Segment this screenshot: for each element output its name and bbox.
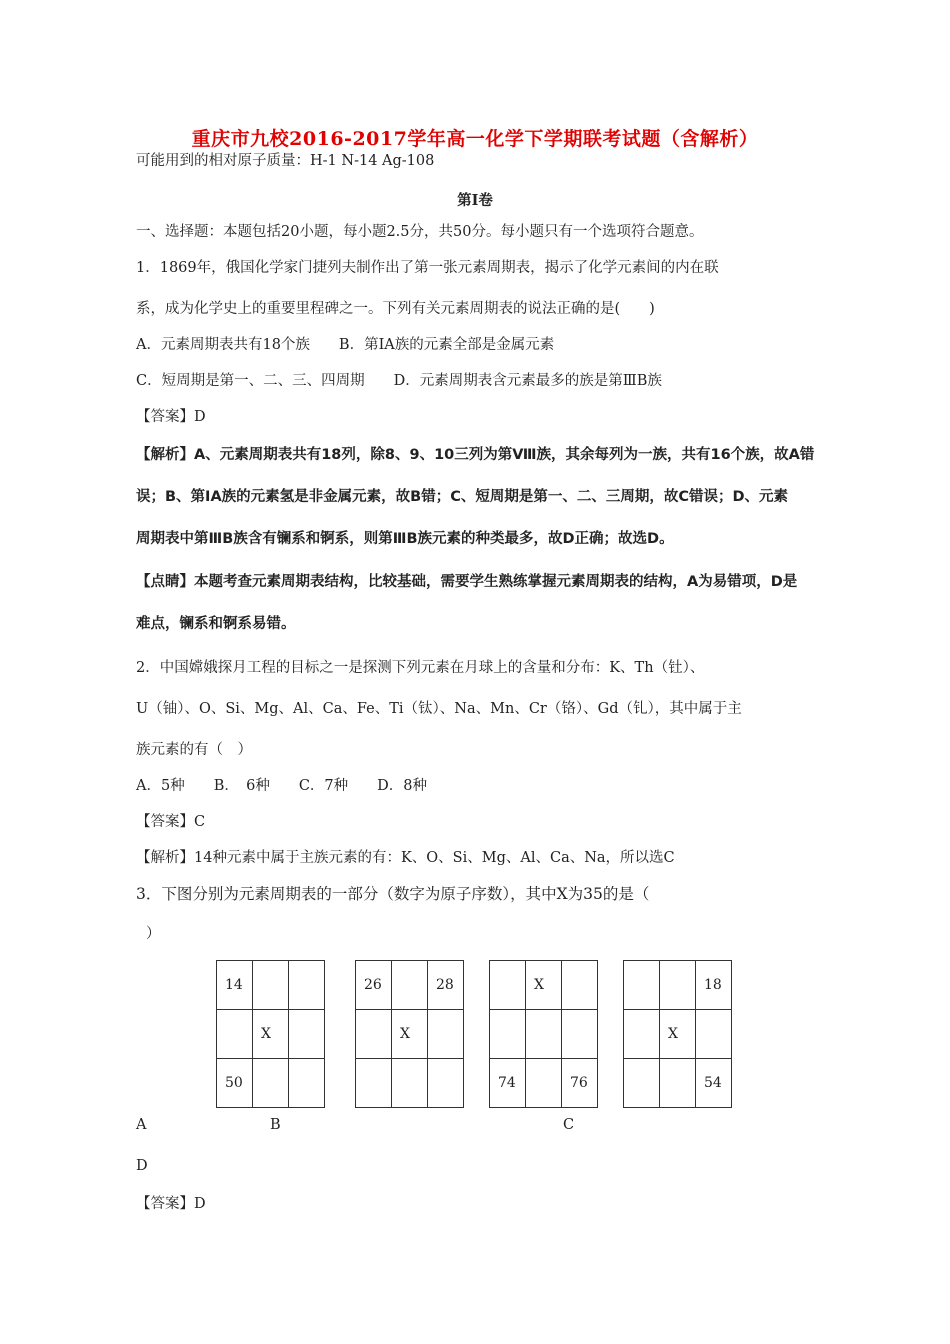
q1-analysis-line2: 误；B、第ⅠA族的元素氢是非金属元素，故B错；C、短周期是第一、二、三周期，故C错误；D、元素 xyxy=(136,489,789,505)
grid-cell xyxy=(696,1010,732,1059)
grid-cell xyxy=(428,1059,464,1108)
grid-cell xyxy=(526,1059,562,1108)
q1-analysis-line3: 周期表中第ⅢB族含有镧系和锕系，则第ⅢB族元素的种类最多，故D正确；故选D。 xyxy=(136,531,674,547)
q2-stem-line2: U（铀）、O、Si、Mg、Al、Ca、Fe、Ti（钛）、Na、Mn、Cr（铬）、Gd（钆），其中属于主 xyxy=(136,701,742,717)
grid-row xyxy=(217,1059,325,1108)
q2-answer: 【答案】C xyxy=(136,814,206,830)
grid-row xyxy=(356,961,464,1010)
grid-row xyxy=(490,961,598,1010)
grid-cell: X xyxy=(660,1010,696,1059)
grid-cell: 76 xyxy=(562,1059,598,1108)
option-b-label: B xyxy=(270,1117,281,1133)
atomic-masses-line: 可能用到的相对原子质量：H-1 N-14 Ag-108 xyxy=(136,153,435,169)
grid-cell xyxy=(562,1010,598,1059)
q3-stem-line1: 3．下图分别为元素周期表的一部分（数字为原子序数），其中X为35的是（ xyxy=(136,885,650,903)
option-a-label: A xyxy=(136,1117,147,1133)
q1-analysis-line1: 【解析】A、元素周期表共有18列，除8、9、10三列为第Ⅷ族，其余每列为一族，共有16个族，故A错 xyxy=(136,447,815,463)
grid-cell xyxy=(562,961,598,1010)
q1-comment-line2: 难点，镧系和锕系易错。 xyxy=(136,616,296,632)
q1-comment-line1: 【点睛】本题考查元素周期表结构，比较基础，需要学生熟练掌握元素周期表的结构，A为易错项，D是 xyxy=(136,574,798,590)
grid-cell xyxy=(289,1059,325,1108)
grid-row xyxy=(356,1010,464,1059)
grid-row xyxy=(490,1059,598,1108)
q2-stem-line3: 族元素的有（ ） xyxy=(136,742,252,758)
grid-row xyxy=(356,1059,464,1108)
grid-cell: 74 xyxy=(490,1059,526,1108)
grid-cell xyxy=(253,961,289,1010)
grid-b xyxy=(355,960,464,1108)
q1-stem-line1: 1．1869年，俄国化学家门捷列夫制作出了第一张元素周期表，揭示了化学元素间的内在联 xyxy=(136,260,719,276)
grid-cell xyxy=(253,1059,289,1108)
grid-cell: X xyxy=(526,961,562,1010)
option-c-label: C xyxy=(563,1117,575,1133)
grid-cell xyxy=(624,961,660,1010)
page-title: 重庆市九校2016-2017学年高一化学下学期联考试题（含解析） xyxy=(191,128,759,150)
grid-row xyxy=(624,961,732,1010)
grid-d xyxy=(623,960,732,1108)
grid-cell xyxy=(289,961,325,1010)
grid-cell: 18 xyxy=(696,961,732,1010)
grid-cell: 14 xyxy=(217,961,253,1010)
grid-cell xyxy=(289,1010,325,1059)
grid-cell xyxy=(428,1010,464,1059)
option-d-label: D xyxy=(136,1158,148,1174)
volume-heading: 第Ⅰ卷 xyxy=(457,192,493,209)
q3-stem-line2: ） xyxy=(146,926,161,942)
grid-cell: 50 xyxy=(217,1059,253,1108)
grid-a xyxy=(216,960,325,1108)
q1-options-line2: C．短周期是第一、二、三、四周期 D．元素周期表含元素最多的族是第ⅢB族 xyxy=(136,373,662,389)
grid-cell xyxy=(624,1010,660,1059)
grid-cell xyxy=(490,961,526,1010)
q3-answer: 【答案】D xyxy=(136,1196,206,1212)
grid-cell: 54 xyxy=(696,1059,732,1108)
grid-cell: X xyxy=(392,1010,428,1059)
grid-cell xyxy=(356,1059,392,1108)
grid-cell: 26 xyxy=(356,961,392,1010)
grid-c xyxy=(489,960,598,1108)
grid-cell xyxy=(392,961,428,1010)
q2-stem-line1: 2．中国嫦娥探月工程的目标之一是探测下列元素在月球上的含量和分布：K、Th（钍）、 xyxy=(136,660,705,676)
grid-cell xyxy=(217,1010,253,1059)
q1-answer: 【答案】D xyxy=(136,409,206,425)
grid-cell xyxy=(660,1059,696,1108)
grid-cell xyxy=(356,1010,392,1059)
grid-cell xyxy=(526,1010,562,1059)
grid-cell xyxy=(392,1059,428,1108)
grid-row xyxy=(624,1010,732,1059)
grid-row xyxy=(217,1010,325,1059)
q1-options-line1: A．元素周期表共有18个族 B．第ⅠA族的元素全部是金属元素 xyxy=(136,337,555,353)
section-intro: 一、选择题：本题包括20小题，每小题2.5分，共50分。每小题只有一个选项符合题意。 xyxy=(136,224,704,240)
q2-analysis: 【解析】14种元素中属于主族元素的有：K、O、Si、Mg、Al、Ca、Na，所以选C xyxy=(136,850,675,866)
grid-row xyxy=(490,1010,598,1059)
grid-cell xyxy=(660,961,696,1010)
grid-cell xyxy=(490,1010,526,1059)
grid-row xyxy=(217,961,325,1010)
q1-stem-line2: 系，成为化学史上的重要里程碑之一。下列有关元素周期表的说法正确的是( ) xyxy=(136,301,655,317)
grid-cell: X xyxy=(253,1010,289,1059)
grid-cell xyxy=(624,1059,660,1108)
grid-row xyxy=(624,1059,732,1108)
grid-cell: 28 xyxy=(428,961,464,1010)
q2-options: A．5种 B． 6种 C．7种 D．8种 xyxy=(136,778,427,794)
